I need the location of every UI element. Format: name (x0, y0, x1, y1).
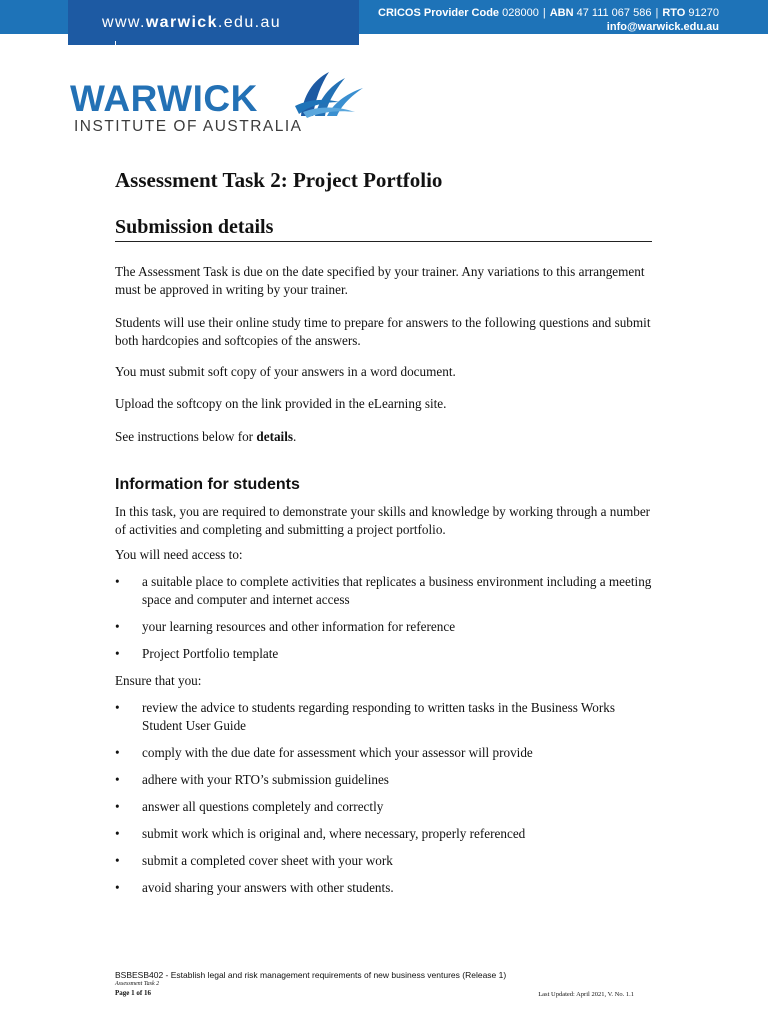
list-item: • submit a completed cover sheet with your work (115, 852, 652, 870)
logo-subtitle: INSTITUTE OF AUSTRALIA (74, 118, 303, 135)
footer-task: Assessment Task 2 (115, 981, 160, 987)
tab-tick (115, 41, 116, 46)
warwick-logo (70, 66, 370, 138)
wave-fan-logo-icon (293, 66, 365, 118)
submission-heading: Submission details (115, 216, 652, 242)
list-item: • Project Portfolio template (115, 645, 652, 663)
information-heading: Information for students (115, 476, 300, 493)
list-item: • your learning resources and other information for reference (115, 618, 652, 636)
registration-info (378, 6, 719, 34)
list-item: • comply with the due date for assessment which your assessor will provide (115, 744, 652, 762)
list-item: • submit work which is original and, where necessary, properly referenced (115, 825, 652, 843)
ensure-list (115, 699, 652, 897)
information-paragraph: In this task, you are required to demonstrate your skills and knowledge by working through a number of activities and completing and submitting a project portfolio. (115, 504, 651, 537)
footer-page-number: Page 1 of 16 (115, 989, 151, 997)
website-url[interactable]: www.warwick.edu.au (102, 14, 282, 31)
submission-paragraph-1: The Assessment Task is due on the date specified by your trainer. Any variations to this arrangement must be approved in writing by your trainer. (115, 264, 645, 297)
ensure-intro: Ensure that you: (115, 673, 202, 688)
access-intro: You will need access to: (115, 547, 243, 562)
list-item: • a suitable place to complete activities that replicates a business environment including a meeting space and computer and internet access (115, 573, 652, 609)
submission-paragraph-4: Upload the softcopy on the link provided in the eLearning site. (115, 396, 447, 411)
logo-wordmark: WARWICK (70, 78, 258, 119)
document-title: Assessment Task 2: Project Portfolio (115, 168, 443, 192)
access-list (115, 573, 652, 663)
submission-paragraph-3: You must submit soft copy of your answers in a word document. (115, 364, 456, 379)
list-item: • avoid sharing your answers with other students. (115, 879, 652, 897)
registration-codes: CRICOS Provider Code 028000 | ABN 47 111 067 586 | RTO 91270 (378, 7, 719, 19)
footer-unit: BSBESB402 - Establish legal and risk management requirements of new business ventures (Release 1) (115, 970, 507, 980)
submission-paragraph-2: Students will use their online study time to prepare for answers to the following questions and submit both hardcopies and softcopies of the answers. (115, 315, 651, 348)
contact-email[interactable]: info@warwick.edu.au (606, 21, 719, 33)
list-item: • adhere with your RTO’s submission guidelines (115, 771, 652, 789)
footer-last-updated: Last Updated: April 2021, V. No. 1.1 (538, 991, 634, 998)
submission-paragraph-5: See instructions below for details. (115, 429, 297, 444)
website-tab[interactable] (68, 0, 359, 45)
list-item: • review the advice to students regarding responding to written tasks in the Business Works Student User Guide (115, 699, 652, 735)
list-item: • answer all questions completely and correctly (115, 798, 652, 816)
